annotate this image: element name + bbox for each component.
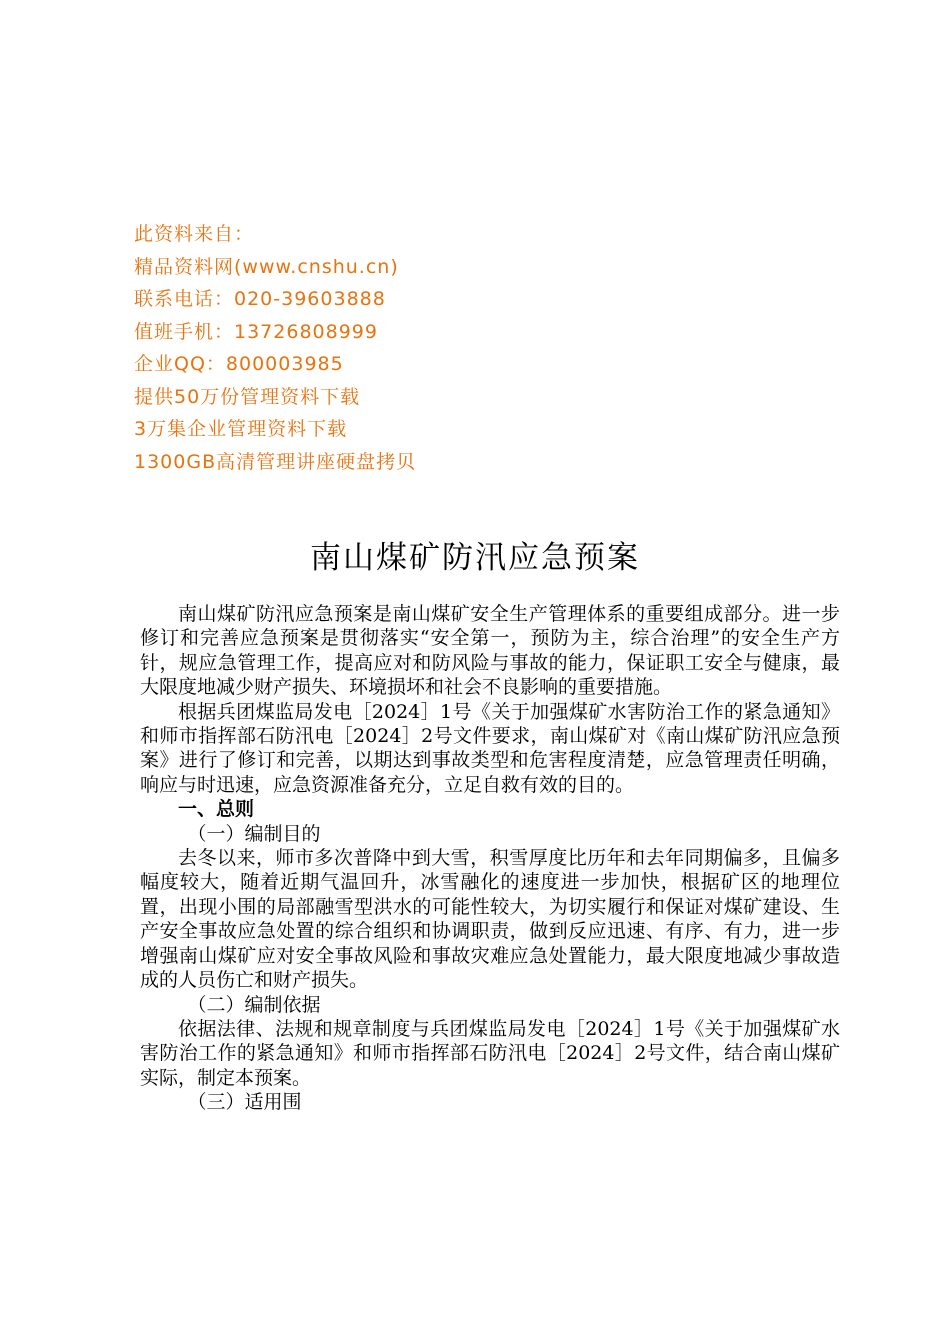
promo-line-source: 此资料来自：: [134, 223, 255, 245]
subsection-heading-basis: （二）编制依据: [187, 993, 321, 1016]
document-title: 南山煤矿防汛应急预案: [310, 540, 640, 576]
promo-line-offer-1: 提供50万份管理资料下载: [134, 385, 361, 408]
document-body: [140, 602, 840, 1115]
promo-line-offer-2: 3万集企业管理资料下载: [134, 418, 348, 440]
subsection-heading-scope: （三）适用围: [187, 1091, 302, 1114]
intro-paragraph-1: 南山煤矿防汛应急预案是南山煤矿安全生产管理体系的重要组成部分。进一步修订和完善应急预案是贯彻落实“安全第一，预防为主，综合治理”的安全生产方针，规应急管理工作，提高应对和防风险与事故的能力，保证职工安全与健康，最大限度地减少财产损失、环境损坏和社会不良影响的重要措施。: [140, 603, 840, 699]
section-heading-general: 一、总则: [178, 798, 255, 821]
promo-line-qq: 企业QQ：800003985: [134, 353, 344, 375]
source-promo-block: [134, 218, 654, 478]
subsection-heading-purpose: （一）编制目的: [187, 822, 321, 845]
promo-line-offer-3: 1300GB高清管理讲座硬盘拷贝: [134, 450, 417, 473]
basis-paragraph: 依据法律、法规和规章制度与兵团煤监局发电［2024］1号《关于加强煤矿水害防治工作的紧急通知》和师市指挥部石防汛电［2024］2号文件，结合南山煤矿实际，制定本预案。: [140, 1017, 840, 1089]
purpose-paragraph: 去冬以来，师市多次普降中到大雪，积雪厚度比历年和去年同期偏多，且偏多幅度较大，随着近期气温回升，冰雪融化的速度进一步加快，根据矿区的地理位置，出现小围的局部融雪型洪水的可能性较大，为切实履行和保证对煤矿建设、生产安全事故应急处置的综合组织和协调职责，做到反应迅速、有序、有力，进一步增强南山煤矿应对安全事故风险和事故灾难应急处置能力，最大限度地减少事故造成的人员伤亡和财产损失。: [140, 847, 840, 992]
promo-line-phone: 联系电话：020-39603888: [134, 288, 386, 310]
intro-paragraph-2: 根据兵团煤监局发电［2024］1号《关于加强煤矿水害防治工作的紧急通知》和师市指挥部石防汛电［2024］2号文件要求，南山煤矿对《南山煤矿防汛应急预案》进行了修订和完善，以期达到事故类型和危害程度清楚，应急管理责任明确，响应与时迅速，应急资源准备充分，立足自救有效的目的。: [140, 700, 840, 796]
promo-line-website: 精品资料网(www.cnshu.cn): [134, 255, 399, 278]
promo-line-mobile: 值班手机：13726808999: [134, 320, 378, 343]
